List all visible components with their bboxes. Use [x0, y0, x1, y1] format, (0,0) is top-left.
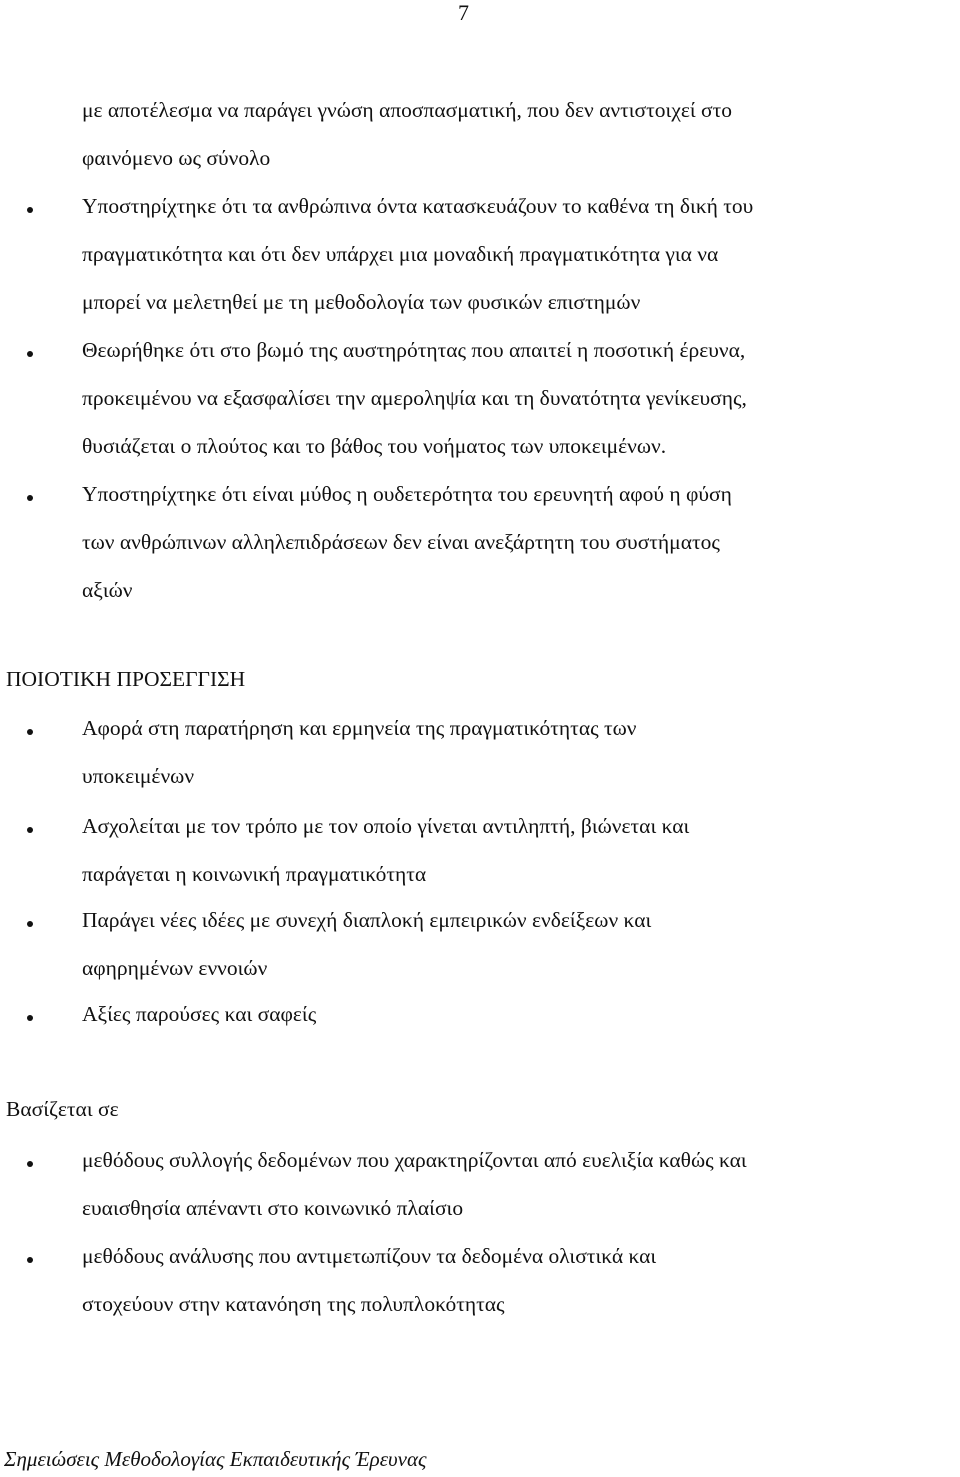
bullet-icon	[27, 729, 33, 735]
list-item-line: θυσιάζεται ο πλούτος και το βάθος του νοήματος των υποκειμένων.	[82, 434, 667, 458]
bullet-icon	[27, 495, 33, 501]
bullet-icon	[27, 207, 33, 213]
bullet-icon	[27, 921, 33, 927]
list-item-line: υποκειμένων	[82, 764, 195, 788]
list-item-line: Υποστηρίχτηκε ότι είναι μύθος η ουδετερότητα του ερευνητή αφού η φύση	[82, 482, 732, 506]
list-item-line: αξιών	[82, 578, 133, 602]
section-heading-based-on: Βασίζεται σε	[6, 1097, 119, 1121]
list-item-line: Υποστηρίχτηκε ότι τα ανθρώπινα όντα κατασκευάζουν το καθένα τη δική του	[82, 194, 754, 218]
bullet-icon	[27, 1257, 33, 1263]
list-item-line: Θεωρήθηκε ότι στο βωμό της αυστηρότητας που απαιτεί η ποσοτική έρευνα,	[82, 338, 746, 362]
list-item-line: μπορεί να μελετηθεί με τη μεθοδολογία των φυσικών επιστημών	[82, 290, 641, 314]
list-item-line: Αξίες παρούσες και σαφείς	[82, 1002, 317, 1026]
bullet-icon	[27, 351, 33, 357]
list-item-line: μεθόδους συλλογής δεδομένων που χαρακτηρίζονται από ευελιξία καθώς και	[82, 1148, 747, 1172]
page-footer: Σημειώσεις Μεθοδολογίας Εκπαιδευτικής Έρευνας	[4, 1447, 427, 1471]
intro-line-1: με αποτέλεσμα να παράγει γνώση αποσπασματική, που δεν αντιστοιχεί στο	[82, 98, 733, 122]
list-item-line: προκειμένου να εξασφαλίσει την αμεροληψία και τη δυνατότητα γενίκευσης,	[82, 386, 747, 410]
page-number: 7	[458, 0, 469, 25]
bullet-icon	[27, 1161, 33, 1167]
list-item-line: Αφορά στη παρατήρηση και ερμηνεία της πραγματικότητας των	[82, 716, 637, 740]
list-item-line: Ασχολείται με τον τρόπο με τον οποίο γίνεται αντιληπτή, βιώνεται και	[82, 814, 690, 838]
list-item-line: των ανθρώπινων αλληλεπιδράσεων δεν είναι ανεξάρτητη του συστήματος	[82, 530, 720, 554]
bullet-icon	[27, 1015, 33, 1021]
list-item-line: Παράγει νέες ιδέες με συνεχή διαπλοκή εμπειρικών ενδείξεων και	[82, 908, 652, 932]
list-item-line: μεθόδους ανάλυσης που αντιμετωπίζουν τα δεδομένα ολιστικά και	[82, 1244, 657, 1268]
list-item-line: αφηρημένων εννοιών	[82, 956, 268, 980]
intro-line-2: φαινόμενο ως σύνολο	[82, 146, 271, 170]
list-item-line: ευαισθησία απέναντι στο κοινωνικό πλαίσιο	[82, 1196, 464, 1220]
list-item-line: στοχεύουν στην κατανόηση της πολυπλοκότητας	[82, 1292, 505, 1316]
list-item-line: πραγματικότητα και ότι δεν υπάρχει μια μοναδική πραγματικότητα για να	[82, 242, 719, 266]
list-item-line: παράγεται η κοινωνική πραγματικότητα	[82, 862, 427, 886]
bullet-icon	[27, 827, 33, 833]
section-heading-qualitative: ΠΟΙΟΤΙΚΗ ΠΡΟΣΕΓΓΙΣΗ	[6, 667, 246, 691]
